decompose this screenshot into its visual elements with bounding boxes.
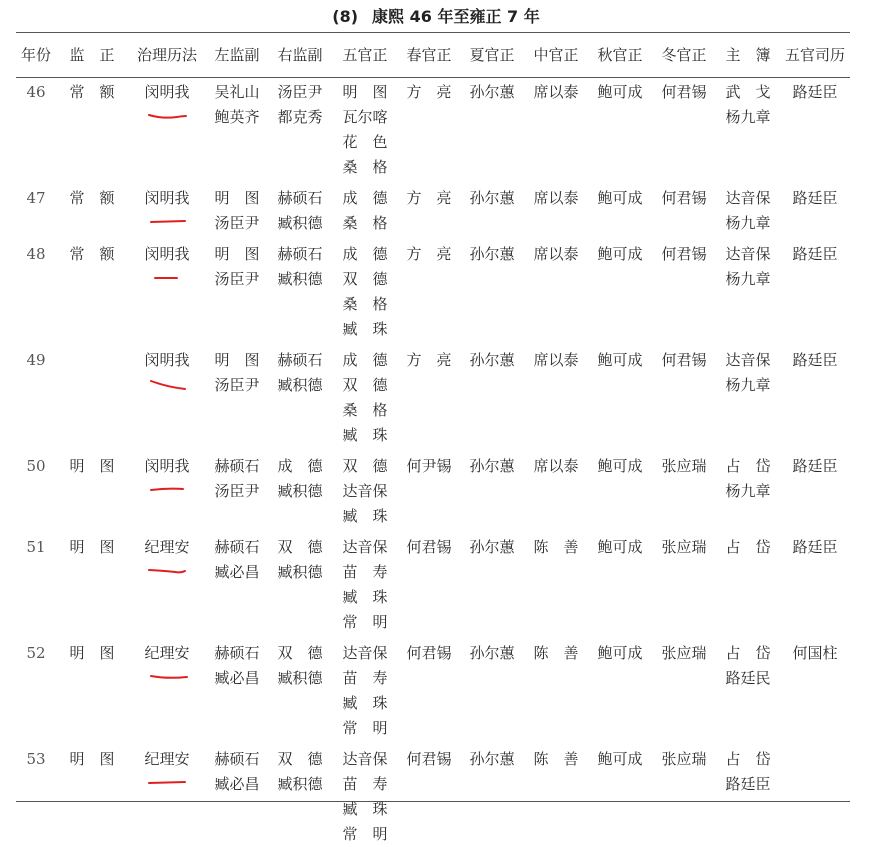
table-row [16,236,850,342]
name-line: 臧必昌 [214,669,260,687]
name-line: 赫硕石 [214,644,260,662]
autumn-official-cell [588,741,652,847]
five-officials-cell [332,342,398,448]
cell-text: 纪理安 [144,644,190,662]
cell-text [56,348,128,373]
table-number: (8) [332,7,359,26]
spring-official-cell [398,74,460,180]
autumn-official-cell [588,529,652,635]
cell-text: 明 图 [69,457,115,475]
name-line: 瓦尔喀 [342,108,388,126]
cell-text: 52 [26,644,46,662]
cell-text: 鲍可成 [597,189,643,207]
cell-text: 孙尔蕙 [469,189,515,207]
cell-text: 51 [26,538,46,556]
name-line: 臧积德 [277,775,323,793]
calendar-cell [128,741,206,847]
name-line: 臧 珠 [342,320,388,338]
cell-text: 席以泰 [533,351,579,369]
right-vice-director-cell [268,74,332,180]
name-line: 常 明 [342,719,388,737]
cell-text: 张应瑞 [661,644,707,662]
table-row [16,635,850,741]
five-officials-cell [332,74,398,180]
left-vice-director-cell [206,448,268,529]
table-row [16,74,850,180]
name-line: 臧 珠 [342,588,388,606]
table-row [16,741,850,847]
column-header: 五官正 [342,45,388,64]
cell-text: 路廷臣 [792,457,838,475]
name-line: 苗 寿 [342,669,388,687]
table-row [16,342,850,448]
right-vice-director-cell [268,236,332,342]
winter-official-cell [652,529,716,635]
name-line: 占 岱 [725,457,771,475]
name-line: 明 图 [214,189,260,207]
registrar-cell [716,74,780,180]
director-cell [56,741,128,847]
name-line: 成 德 [342,189,388,207]
table-row [16,180,850,236]
year-cell [16,180,56,236]
calendar-clerk-cell [780,180,850,236]
name-line: 苗 寿 [342,563,388,581]
summer-official-cell [460,236,524,342]
calendar-clerk-cell [780,635,850,741]
calendar-cell [128,180,206,236]
column-header: 五官司历 [784,45,845,64]
top-rule [16,32,850,33]
name-line: 双 德 [342,270,388,288]
cell-text: 闵明我 [144,245,190,263]
spring-official-cell [398,448,460,529]
year-cell [16,741,56,847]
left-vice-director-cell [206,74,268,180]
calendar-cell [128,448,206,529]
column-header: 年份 [20,45,51,64]
cell-text: 何君锡 [661,245,707,263]
name-line: 桑 格 [342,401,388,419]
name-line: 臧积德 [277,563,323,581]
name-line: 赫硕石 [214,457,260,475]
calendar-clerk-cell [780,741,850,847]
director-cell [56,342,128,448]
five-officials-cell [332,741,398,847]
year-cell [16,529,56,635]
registrar-cell [716,448,780,529]
director-cell [56,529,128,635]
spring-official-cell [398,635,460,741]
right-vice-director-cell [268,448,332,529]
cell-text: 何国柱 [792,644,838,662]
cell-text: 鲍可成 [597,644,643,662]
cell-text: 何君锡 [406,750,452,768]
name-line: 占 岱 [725,644,771,662]
name-line: 桑 格 [342,295,388,313]
left-vice-director-cell [206,741,268,847]
name-line: 臧必昌 [214,563,260,581]
name-line: 达音保 [342,538,388,556]
name-line: 赫硕石 [277,245,323,263]
name-line: 赫硕石 [214,750,260,768]
name-line: 明 图 [214,351,260,369]
cell-text: 何君锡 [661,83,707,101]
page-title [0,4,872,27]
summer-official-cell [460,529,524,635]
name-line: 桑 格 [342,158,388,176]
name-line: 臧 珠 [342,694,388,712]
name-line: 杨九章 [725,214,771,232]
year-cell [16,448,56,529]
central-official-cell [524,448,588,529]
cell-text: 孙尔蕙 [469,83,515,101]
director-cell [56,74,128,180]
name-line: 双 德 [277,538,323,556]
name-line: 都克秀 [277,108,323,126]
year-cell [16,236,56,342]
calendar-cell [128,635,206,741]
name-line: 汤臣尹 [277,83,323,101]
cell-text: 孙尔蕙 [469,457,515,475]
winter-official-cell [652,342,716,448]
name-line: 臧积德 [277,376,323,394]
name-line: 达音保 [342,750,388,768]
spring-official-cell [398,342,460,448]
calendar-cell [128,74,206,180]
winter-official-cell [652,236,716,342]
name-line: 杨九章 [725,270,771,288]
name-line: 双 德 [277,750,323,768]
cell-text: 路廷臣 [792,245,838,263]
spring-official-cell [398,741,460,847]
column-header: 秋官正 [597,45,643,64]
cell-text: 席以泰 [533,457,579,475]
registrar-cell [716,236,780,342]
name-line: 杨九章 [725,108,771,126]
cell-text: 孙尔蕙 [469,351,515,369]
summer-official-cell [460,741,524,847]
name-line: 苗 寿 [342,775,388,793]
calendar-clerk-cell [780,236,850,342]
name-line: 达音保 [725,351,771,369]
registrar-cell [716,180,780,236]
director-cell [56,448,128,529]
summer-official-cell [460,180,524,236]
name-line: 臧积德 [277,669,323,687]
central-official-cell [524,741,588,847]
cell-text: 纪理安 [144,750,190,768]
autumn-official-cell [588,74,652,180]
calendar-cell [128,236,206,342]
right-vice-director-cell [268,342,332,448]
cell-text: 孙尔蕙 [469,750,515,768]
table-row [16,529,850,635]
registrar-cell [716,635,780,741]
cell-text: 席以泰 [533,189,579,207]
cell-text: 明 图 [69,644,115,662]
cell-text: 鲍可成 [597,457,643,475]
column-header: 右监副 [277,45,323,64]
left-vice-director-cell [206,236,268,342]
cell-text: 路廷臣 [792,538,838,556]
name-line: 占 岱 [725,538,771,556]
central-official-cell [524,529,588,635]
cell-text: 孙尔蕙 [469,538,515,556]
summer-official-cell [460,635,524,741]
right-vice-director-cell [268,180,332,236]
spring-official-cell [398,529,460,635]
name-line: 汤臣尹 [214,214,260,232]
name-line: 路廷臣 [725,775,771,793]
five-officials-cell [332,236,398,342]
cell-text: 鲍可成 [597,83,643,101]
director-cell [56,635,128,741]
column-header: 夏官正 [469,45,515,64]
cell-text: 鲍可成 [597,245,643,263]
winter-official-cell [652,74,716,180]
autumn-official-cell [588,236,652,342]
name-line: 双 德 [342,376,388,394]
central-official-cell [524,342,588,448]
cell-text [780,747,850,772]
column-header: 冬官正 [661,45,707,64]
cell-text: 鲍可成 [597,750,643,768]
cell-text: 鲍可成 [597,538,643,556]
cell-text: 50 [26,457,46,475]
five-officials-cell [332,180,398,236]
name-line: 达音保 [725,245,771,263]
winter-official-cell [652,741,716,847]
autumn-official-cell [588,180,652,236]
table-body [16,74,850,847]
cell-text: 路廷臣 [792,351,838,369]
column-header: 主 簿 [725,45,771,64]
five-officials-cell [332,635,398,741]
cell-text: 席以泰 [533,83,579,101]
name-line: 成 德 [342,245,388,263]
column-header: 左监副 [214,45,260,64]
name-line: 赫硕石 [277,351,323,369]
name-line: 杨九章 [725,376,771,394]
cell-text: 何君锡 [406,644,452,662]
name-line: 达音保 [725,189,771,207]
year-cell [16,74,56,180]
calendar-cell [128,529,206,635]
name-line: 赫硕石 [214,538,260,556]
cell-text: 纪理安 [144,538,190,556]
name-line: 臧 珠 [342,507,388,525]
name-line: 双 德 [342,457,388,475]
column-header: 中官正 [533,45,579,64]
right-vice-director-cell [268,741,332,847]
director-cell [56,236,128,342]
autumn-official-cell [588,342,652,448]
five-officials-cell [332,448,398,529]
name-line: 汤臣尹 [214,482,260,500]
name-line: 明 图 [214,245,260,263]
name-line: 路廷民 [725,669,771,687]
cell-text: 鲍可成 [597,351,643,369]
year-cell [16,342,56,448]
cell-text: 常 额 [69,245,115,263]
column-header: 治理历法 [136,45,197,64]
registrar-cell [716,529,780,635]
header-row [16,34,850,74]
name-line: 常 明 [342,613,388,631]
table-row [16,448,850,529]
name-line: 臧积德 [277,482,323,500]
cell-text: 明 图 [69,750,115,768]
cell-text: 方 亮 [406,83,452,101]
central-official-cell [524,74,588,180]
name-line: 鲍英齐 [214,108,260,126]
cell-text: 48 [26,245,46,263]
calendar-clerk-cell [780,74,850,180]
name-line: 明 图 [342,83,388,101]
cell-text: 路廷臣 [792,189,838,207]
name-line: 吴礼山 [214,83,260,101]
cell-text: 方 亮 [406,351,452,369]
autumn-official-cell [588,448,652,529]
central-official-cell [524,180,588,236]
registrar-cell [716,741,780,847]
name-line: 占 岱 [725,750,771,768]
cell-text: 陈 善 [533,644,579,662]
cell-text: 孙尔蕙 [469,245,515,263]
right-vice-director-cell [268,635,332,741]
spring-official-cell [398,180,460,236]
cell-text: 常 额 [69,83,115,101]
central-official-cell [524,635,588,741]
winter-official-cell [652,635,716,741]
name-line: 常 明 [342,825,388,843]
winter-official-cell [652,448,716,529]
calendar-cell [128,342,206,448]
cell-text: 何君锡 [406,538,452,556]
cell-text: 49 [26,351,46,369]
five-officials-cell [332,529,398,635]
cell-text: 路廷臣 [792,83,838,101]
cell-text: 方 亮 [406,189,452,207]
winter-official-cell [652,180,716,236]
left-vice-director-cell [206,529,268,635]
name-line: 臧 珠 [342,800,388,818]
official-register-table [16,34,850,847]
cell-text: 席以泰 [533,245,579,263]
name-line: 臧必昌 [214,775,260,793]
cell-text: 陈 善 [533,538,579,556]
cell-text: 张应瑞 [661,538,707,556]
cell-text: 孙尔蕙 [469,644,515,662]
name-line: 赫硕石 [277,189,323,207]
cell-text: 何君锡 [661,351,707,369]
name-line: 双 德 [277,644,323,662]
table-caption: 康熙 46 年至雍正 7 年 [372,7,540,26]
right-vice-director-cell [268,529,332,635]
calendar-clerk-cell [780,342,850,448]
spring-official-cell [398,236,460,342]
registrar-cell [716,342,780,448]
cell-text: 张应瑞 [661,750,707,768]
cell-text: 闵明我 [144,189,190,207]
autumn-official-cell [588,635,652,741]
name-line: 臧积德 [277,214,323,232]
cell-text: 何君锡 [661,189,707,207]
cell-text: 明 图 [69,538,115,556]
cell-text: 方 亮 [406,245,452,263]
cell-text: 张应瑞 [661,457,707,475]
calendar-clerk-cell [780,529,850,635]
name-line: 成 德 [277,457,323,475]
column-header: 监 正 [69,45,115,64]
cell-text: 46 [26,83,46,101]
name-line: 花 色 [342,133,388,151]
name-line: 臧积德 [277,270,323,288]
director-cell [56,180,128,236]
cell-text: 闵明我 [144,83,190,101]
name-line: 达音保 [342,644,388,662]
cell-text: 何尹锡 [406,457,452,475]
column-header: 春官正 [406,45,452,64]
cell-text: 闵明我 [144,351,190,369]
name-line: 杨九章 [725,482,771,500]
name-line: 武 戈 [725,83,771,101]
summer-official-cell [460,342,524,448]
cell-text: 陈 善 [533,750,579,768]
left-vice-director-cell [206,180,268,236]
name-line: 达音保 [342,482,388,500]
name-line: 成 德 [342,351,388,369]
summer-official-cell [460,448,524,529]
name-line: 臧 珠 [342,426,388,444]
cell-text: 闵明我 [144,457,190,475]
calendar-clerk-cell [780,448,850,529]
name-line: 桑 格 [342,214,388,232]
name-line: 汤臣尹 [214,376,260,394]
name-line: 汤臣尹 [214,270,260,288]
left-vice-director-cell [206,635,268,741]
cell-text: 53 [26,750,46,768]
summer-official-cell [460,74,524,180]
central-official-cell [524,236,588,342]
cell-text: 47 [26,189,46,207]
year-cell [16,635,56,741]
left-vice-director-cell [206,342,268,448]
cell-text: 常 额 [69,189,115,207]
